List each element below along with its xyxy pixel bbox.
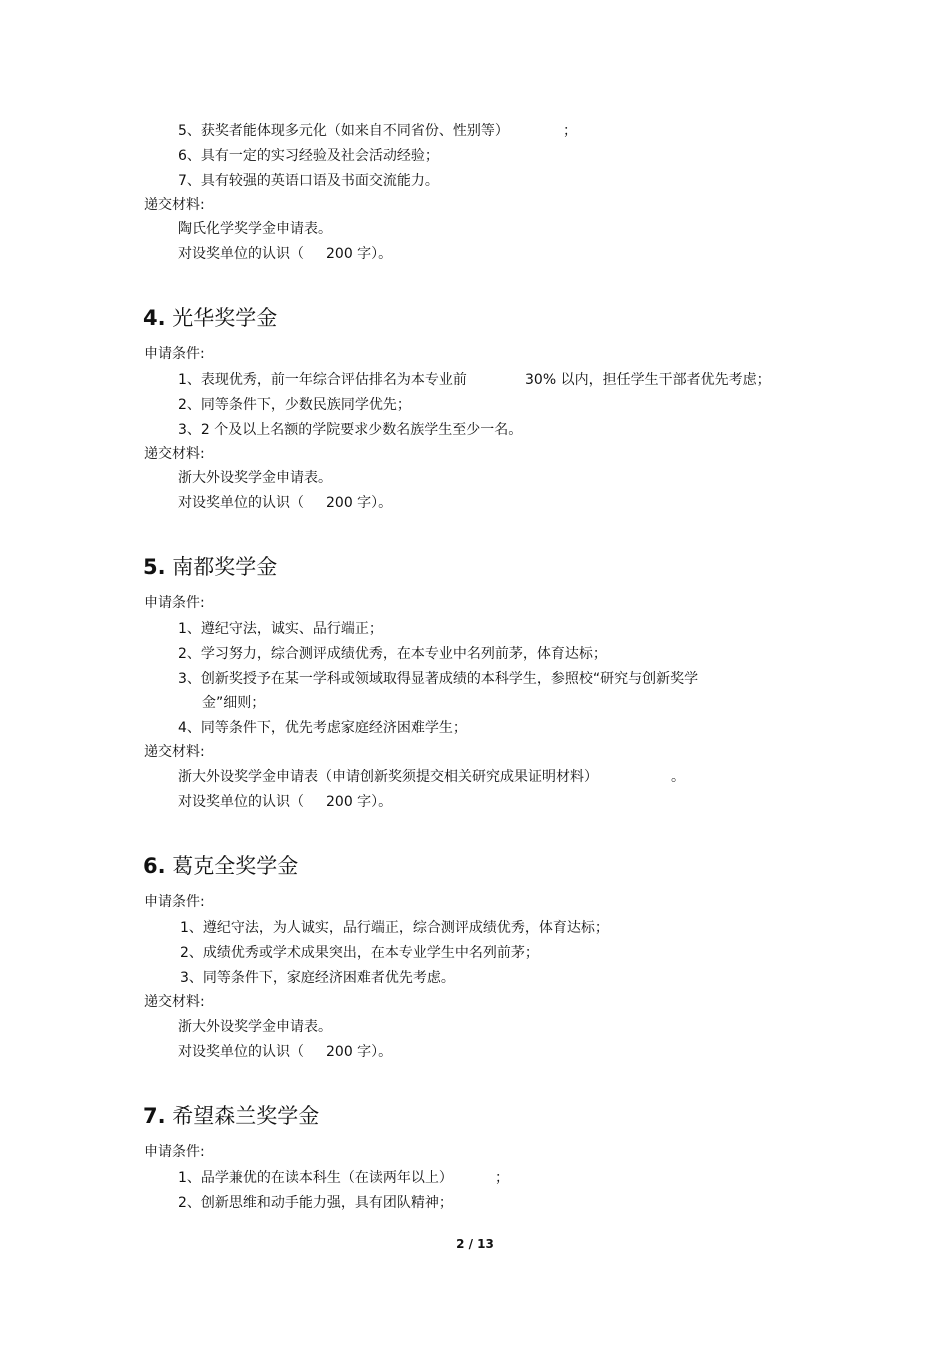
material-item-b: 200 字）。 bbox=[326, 246, 393, 262]
section-title: 葛克全奖学金 bbox=[172, 854, 299, 878]
section-heading-7 bbox=[143, 1103, 319, 1129]
materials-label: 递交材料: bbox=[144, 994, 205, 1010]
material-item: 浙大外设奖学金申请表。 bbox=[178, 1019, 332, 1035]
conditions-label: 申请条件: bbox=[144, 595, 205, 611]
material-item-b: 200 字）。 bbox=[326, 1044, 393, 1060]
criteria-item-5: 5、获奖者能体现多元化（如来自不同省份、性别等） bbox=[178, 123, 509, 139]
section-title: 希望森兰奖学金 bbox=[172, 1104, 320, 1128]
materials-label: 递交材料: bbox=[144, 446, 205, 462]
material-item: 陶氏化学奖学金申请表。 bbox=[178, 221, 332, 237]
section-title: 南都奖学金 bbox=[172, 555, 278, 579]
section-title: 光华奖学金 bbox=[172, 306, 278, 330]
section-heading-5 bbox=[143, 554, 277, 580]
section-number: 5. bbox=[143, 555, 166, 579]
conditions-label: 申请条件: bbox=[144, 346, 205, 362]
criteria-item-2: 2、成绩优秀或学术成果突出，在本专业学生中名列前茅； bbox=[180, 945, 539, 961]
criteria-item-3: 3、同等条件下，家庭经济困难者优先考虑。 bbox=[180, 970, 455, 986]
material-item-b: 。 bbox=[671, 769, 685, 785]
criteria-item-2: 2、创新思维和动手能力强，具有团队精神； bbox=[178, 1195, 453, 1211]
criteria-item-3-b: 金”细则； bbox=[202, 695, 266, 711]
material-item-a: 对设奖单位的认识（ bbox=[178, 495, 304, 511]
criteria-item-1-b: 30% 以内，担任学生干部者优先考虑； bbox=[525, 372, 771, 388]
criteria-item-1: 1、遵纪守法，为人诚实，品行端正，综合测评成绩优秀，体育达标； bbox=[180, 920, 609, 936]
section-heading-6 bbox=[143, 853, 298, 879]
criteria-item-7: 7、具有较强的英语口语及书面交流能力。 bbox=[178, 173, 439, 189]
materials-label: 递交材料: bbox=[144, 197, 205, 213]
criteria-item-4: 4、同等条件下，优先考虑家庭经济困难学生； bbox=[178, 720, 467, 736]
page-number: 2 / 13 bbox=[456, 1237, 494, 1251]
section-number: 4. bbox=[143, 306, 166, 330]
criteria-item-2: 2、学习努力，综合测评成绩优秀，在本专业中名列前茅，体育达标； bbox=[178, 646, 607, 662]
conditions-label: 申请条件: bbox=[144, 1144, 205, 1160]
section-heading-4 bbox=[143, 305, 277, 331]
criteria-item-3-a: 3、创新奖授予在某一学科或领域取得显著成绩的本科学生，参照校“研究与创新奖学 bbox=[178, 671, 699, 687]
criteria-item-6: 6、具有一定的实习经验及社会活动经验； bbox=[178, 148, 439, 164]
material-item-a: 浙大外设奖学金申请表（申请创新奖须提交相关研究成果证明材料） bbox=[178, 769, 598, 785]
material-item-a: 对设奖单位的认识（ bbox=[178, 246, 304, 262]
criteria-item-1-b: ； bbox=[495, 1170, 509, 1186]
material-item-a: 对设奖单位的认识（ bbox=[178, 1044, 304, 1060]
conditions-label: 申请条件: bbox=[144, 894, 205, 910]
section-number: 6. bbox=[143, 854, 166, 878]
material-item-a: 对设奖单位的认识（ bbox=[178, 794, 304, 810]
criteria-item-3: 3、2 个及以上名额的学院要求少数名族学生至少一名。 bbox=[178, 422, 523, 438]
material-item-b: 200 字）。 bbox=[326, 794, 393, 810]
materials-label: 递交材料: bbox=[144, 744, 205, 760]
material-item: 浙大外设奖学金申请表。 bbox=[178, 470, 332, 486]
criteria-item-1-a: 1、表现优秀，前一年综合评估排名为本专业前 bbox=[178, 372, 467, 388]
section-number: 7. bbox=[143, 1104, 166, 1128]
material-item-b: 200 字）。 bbox=[326, 495, 393, 511]
criteria-item-5-tail: ； bbox=[563, 123, 577, 139]
criteria-item-2: 2、同等条件下，少数民族同学优先； bbox=[178, 397, 411, 413]
criteria-item-1: 1、遵纪守法，诚实、品行端正； bbox=[178, 621, 383, 637]
criteria-item-1-a: 1、品学兼优的在读本科生（在读两年以上） bbox=[178, 1170, 453, 1186]
